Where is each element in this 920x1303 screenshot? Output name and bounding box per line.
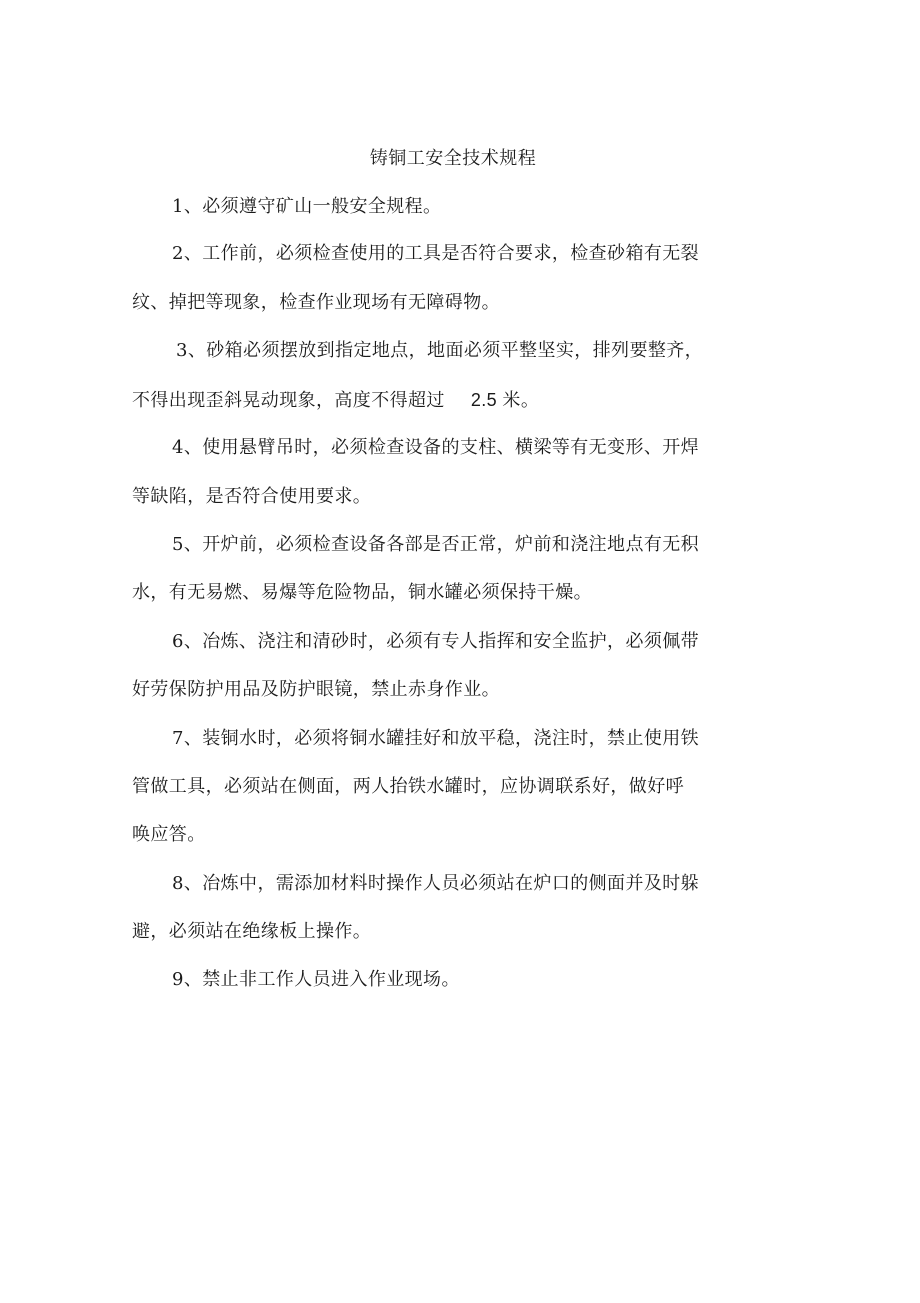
rule-8-line-1: 8、冶炼中，需添加材料时操作人员必须站在炉口的侧面并及时躲 [172, 873, 700, 894]
rule-3-line-1: 3、砂箱必须摆放到指定地点，地面必须平整坚实，排列要整齐， [176, 340, 704, 361]
rule-9-line-1: 9、禁止非工作人员进入作业现场。 [172, 969, 460, 990]
rule-7-line-2: 管做工具，必须站在侧面，两人抬铁水罐时，应协调联系好，做好呼 [132, 776, 684, 797]
rule-4-line-1: 4、使用悬臂吊时，必须检查设备的支柱、横梁等有无变形、开焊 [172, 437, 700, 458]
rule-4-line-2: 等缺陷，是否符合使用要求。 [132, 486, 372, 507]
document-title: 铸铜工安全技术规程 [369, 148, 537, 169]
rule-5-line-1: 5、开炉前，必须检查设备各部是否正常，炉前和浇注地点有无积 [172, 534, 700, 555]
rule-3-line-2 [132, 387, 772, 414]
rule-2-line-2: 纹、掉把等现象，检查作业现场有无障碍物。 [132, 292, 500, 313]
rule-5-line-2: 水，有无易燃、易爆等危险物品，铜水罐必须保持干燥。 [132, 582, 592, 603]
rule-3-line-2-text: 不得出现歪斜晃动现象，高度不得超过 [132, 390, 445, 411]
rule-6-line-2: 好劳保防护用品及防护眼镜，禁止赤身作业。 [132, 679, 500, 700]
rule-7-line-3: 唤应答。 [132, 824, 206, 845]
rule-8-line-2: 避，必须站在绝缘板上操作。 [132, 921, 372, 942]
rule-7-line-1: 7、装铜水时，必须将铜水罐挂好和放平稳，浇注时，禁止使用铁 [172, 728, 700, 749]
rule-2-line-1: 2、工作前，必须检查使用的工具是否符合要求，检查砂箱有无裂 [172, 243, 700, 264]
rule-1-line-1: 1、必须遵守矿山一般安全规程。 [172, 196, 442, 217]
rule-3-height-value: 2.5 米。 [470, 390, 540, 410]
rule-6-line-1: 6、冶炼、浇注和清砂时，必须有专人指挥和安全监护，必须佩带 [172, 631, 700, 652]
